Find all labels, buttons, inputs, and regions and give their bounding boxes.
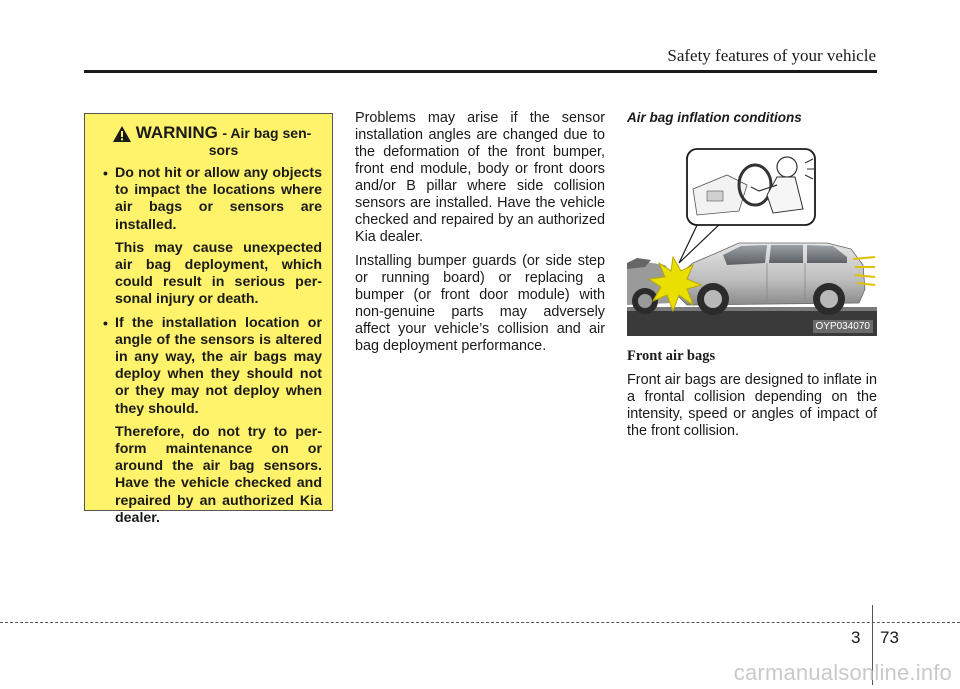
header-rule [84,70,877,73]
warning-paragraph: This may cause unexpected air bag deployment, which could result in serious per-sonal injury or death. [115,239,322,308]
car-collision-illustration [627,139,877,336]
warning-paragraph: Therefore, do not try to per-form maintenance on or around the air bag sensors. Have the vehicle checked and repaired by an authorized Kia dealer. [115,423,322,526]
middle-column [355,110,605,362]
warning-triangle-icon [112,125,132,143]
body-paragraph: Front air bags are designed to inflate in a frontal collision depending on the intensity, speed or angles of impact of the front collision. [627,372,877,439]
warning-box [84,113,333,526]
footer-rule [0,622,960,623]
warning-topic-line2: sors [208,142,239,158]
body-paragraph: Problems may arise if the sensor installation angles are changed due to the deformation of the front bumper, front end module, body or front doors and/or B pillar where side collision sensors are installed. Have the vehicle checked and repaired by an authorized Kia dealer. [355,110,605,245]
watermark: carmanualsonline.info [733,660,952,685]
chapter-number: 3 [851,628,861,647]
warning-item [101,165,322,309]
subheading: Air bag inflation conditions [627,110,802,125]
body-paragraph: Installing bumper guards (or side step or running board) or replacing a bumper (or front door module) with non-genuine parts may adversely affect your vehicle’s collision and air bag deployment performance. [355,253,605,354]
warning-paragraph: • Do not hit or allow any objects to impact the locations where air bags or sensors are installed. [115,165,322,233]
warning-header [101,124,322,159]
figure-code: OYP034070 [813,320,874,333]
warning-title [136,124,312,159]
page-number: 73 [880,628,899,647]
warning-item [101,315,322,527]
collision-illustration [627,139,877,336]
warning-topic-line1: - Air bag sen- [222,125,312,141]
warning-paragraph: • If the installation location or angle of the sensors is altered in any way, the air bags may deploy when they should not or they may not deploy when they should. [115,314,322,417]
right-column [627,110,877,447]
warning-label: WARNING [135,123,218,142]
warning-list [101,165,322,527]
running-header: Safety features of your vehicle [667,46,876,65]
section-heading: Front air bags [627,348,716,364]
